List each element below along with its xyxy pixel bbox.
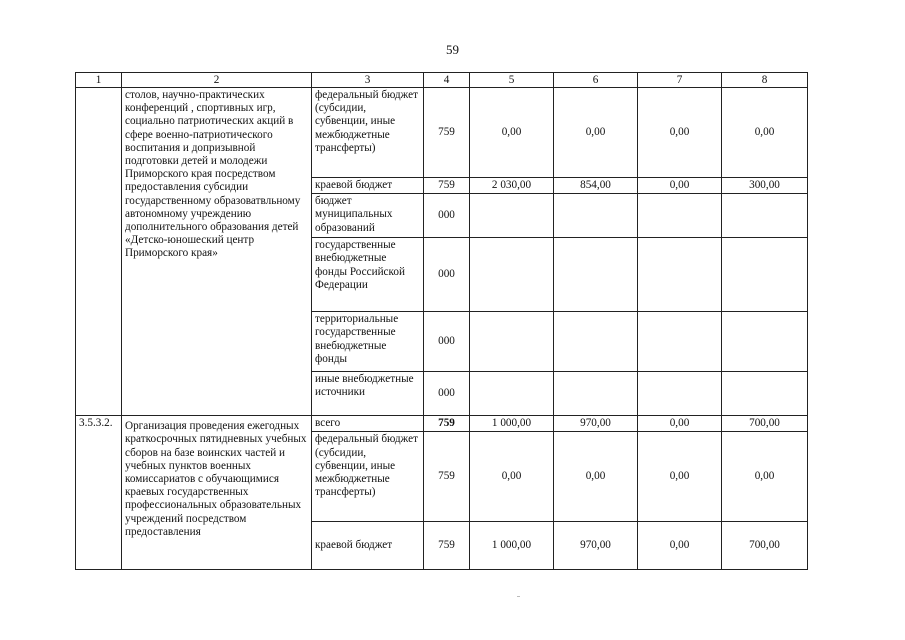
budget-code: 759 [424, 432, 470, 522]
value-cell: 0,00 [554, 88, 638, 178]
value-cell [554, 238, 638, 312]
value-cell: 1 000,00 [470, 522, 554, 570]
value-cell [722, 312, 808, 372]
value-cell: 700,00 [722, 522, 808, 570]
value-cell: 0,00 [722, 88, 808, 178]
value-cell [470, 238, 554, 312]
value-cell [554, 372, 638, 416]
value-cell [722, 194, 808, 238]
header-cell: 1 [76, 73, 122, 88]
value-cell [638, 372, 722, 416]
value-cell [470, 194, 554, 238]
header-cell: 4 [424, 73, 470, 88]
budget-code: 000 [424, 194, 470, 238]
item-number: 3.5.3.2. [76, 416, 122, 570]
value-cell: 0,00 [470, 88, 554, 178]
value-cell: 970,00 [554, 416, 638, 432]
header-cell: 3 [312, 73, 424, 88]
funding-source: государственные внебюджетные фонды Российской Федерации [312, 238, 424, 312]
item-name: столов, научно-практических конференций , спортивных игр, социально патриотических акций в сфере военно-патриотического воспитания и допризывной подготовки детей и молодежи Приморского края посредством предоставления субсидии государственному образоватвльному автономному учреждению дополнительного образования детей «Детско-юношеский центр Приморского края» [122, 88, 312, 416]
header-cell: 7 [638, 73, 722, 88]
funding-source: краевой бюджет [312, 178, 424, 194]
value-cell: 0,00 [638, 522, 722, 570]
header-row [76, 73, 808, 88]
budget-code: 759 [424, 178, 470, 194]
funding-source: федеральный бюджет (субсидии, субвенции, иные межбюджетные трансферты) [312, 88, 424, 178]
scan-speck [517, 596, 520, 597]
table-row [76, 416, 808, 432]
value-cell: 970,00 [554, 522, 638, 570]
value-cell [722, 372, 808, 416]
value-cell [638, 238, 722, 312]
funding-source: федеральный бюджет (субсидии, субвенции, иные межбюджетные трансферты) [312, 432, 424, 522]
value-cell: 0,00 [554, 432, 638, 522]
value-cell: 0,00 [470, 432, 554, 522]
value-cell: 2 030,00 [470, 178, 554, 194]
value-cell [638, 312, 722, 372]
header-cell: 6 [554, 73, 638, 88]
funding-source: территориальные государственные внебюджетные фонды [312, 312, 424, 372]
value-cell [470, 312, 554, 372]
budget-code: 759 [424, 522, 470, 570]
funding-source: бюджет муниципальных образований [312, 194, 424, 238]
page-number: 59 [446, 42, 459, 57]
value-cell: 0,00 [638, 432, 722, 522]
budget-code: 000 [424, 372, 470, 416]
table-row [76, 88, 808, 178]
value-cell [638, 194, 722, 238]
value-cell [554, 312, 638, 372]
funding-source: иные внебюджетные источники [312, 372, 424, 416]
value-cell: 0,00 [722, 432, 808, 522]
header-cell: 5 [470, 73, 554, 88]
value-cell: 300,00 [722, 178, 808, 194]
header-cell: 2 [122, 73, 312, 88]
value-cell: 854,00 [554, 178, 638, 194]
value-cell: 0,00 [638, 88, 722, 178]
value-cell [722, 238, 808, 312]
item-number [76, 88, 122, 416]
item-name: Организация проведения ежегодных краткосрочных пятидневных учебных сборов на базе воинских частей и учебных пунктов военных комиссариатов с обучающимися краевых государственных профессиональных образовательных учреждений посредством предоставления [122, 416, 312, 570]
budget-code: 759 [424, 88, 470, 178]
value-cell [554, 194, 638, 238]
funding-source: краевой бюджет [312, 522, 424, 570]
budget-table [75, 72, 808, 570]
budget-code: 000 [424, 312, 470, 372]
budget-code: 759 [424, 416, 470, 432]
value-cell: 700,00 [722, 416, 808, 432]
funding-source: всего [312, 416, 424, 432]
header-cell: 8 [722, 73, 808, 88]
budget-code: 000 [424, 238, 470, 312]
value-cell: 0,00 [638, 416, 722, 432]
value-cell: 1 000,00 [470, 416, 554, 432]
value-cell [470, 372, 554, 416]
value-cell: 0,00 [638, 178, 722, 194]
